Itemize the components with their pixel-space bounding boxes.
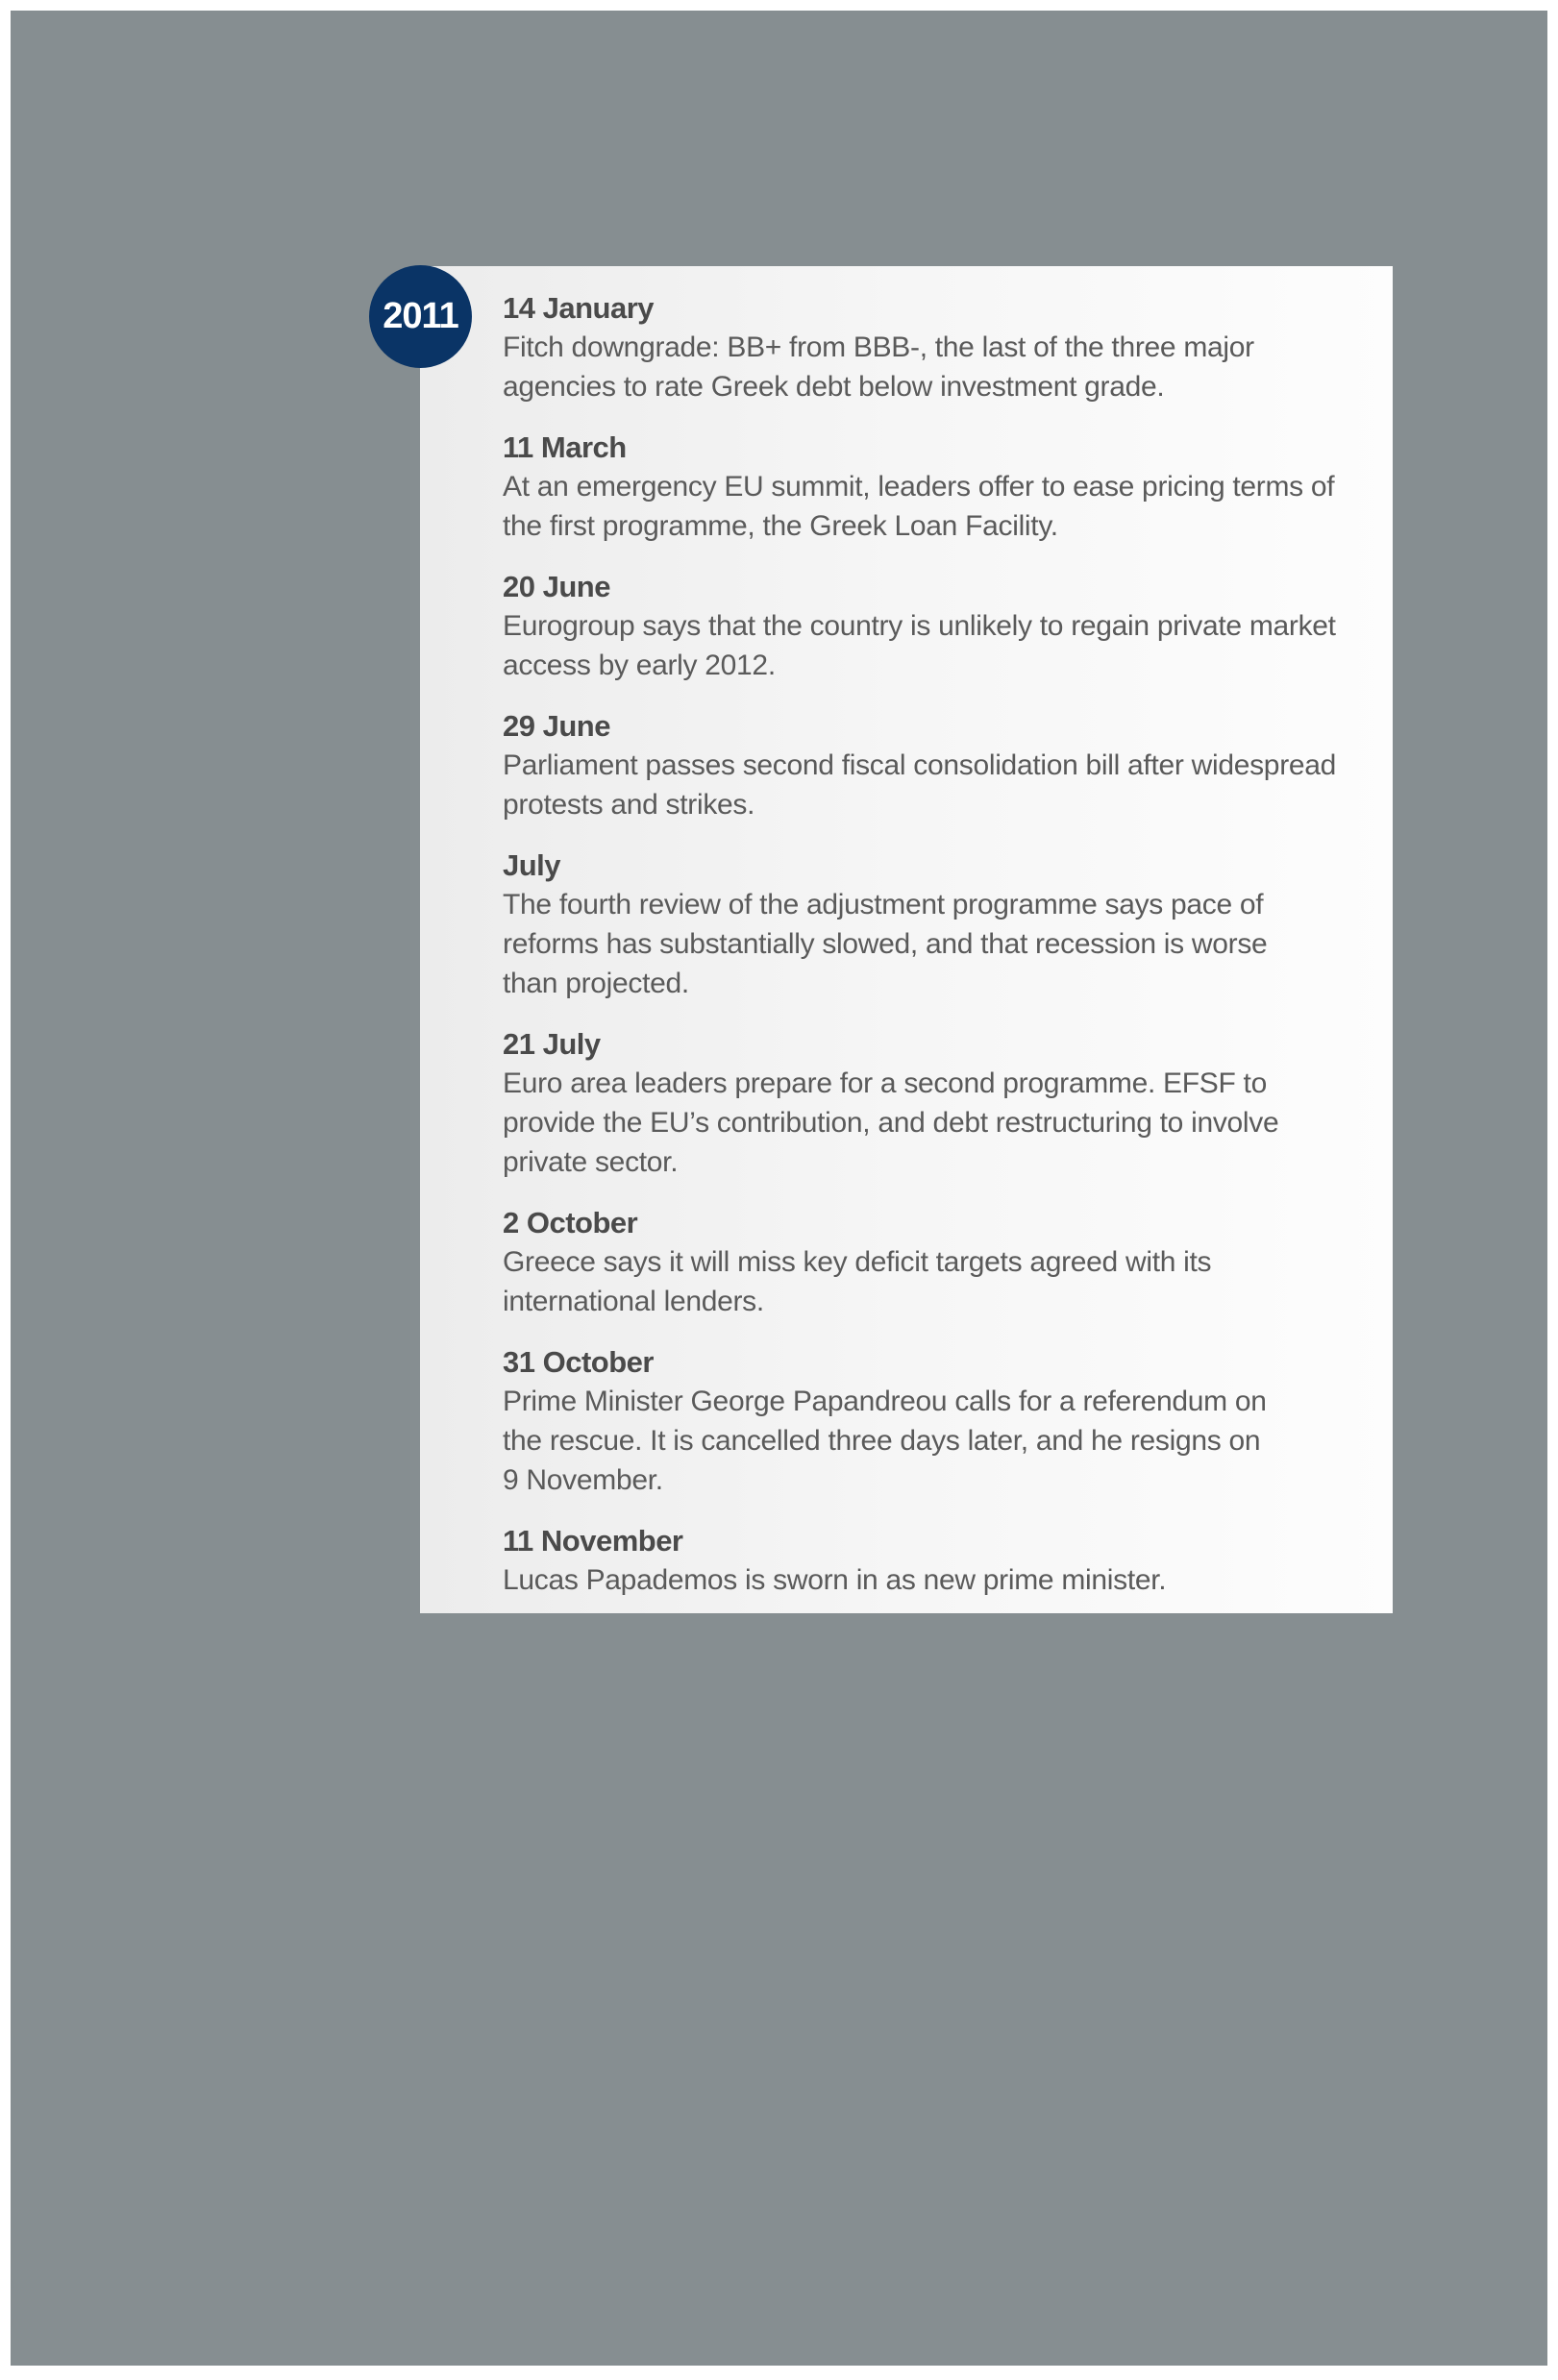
event-description: Greece says it will miss key deficit targets agreed with its international lenders. bbox=[503, 1246, 1212, 1317]
event-date: 20 June bbox=[503, 570, 610, 603]
event-date: 21 July bbox=[503, 1027, 601, 1061]
event-date: 31 October bbox=[503, 1345, 654, 1379]
event-date: 14 January bbox=[503, 291, 654, 325]
event-list bbox=[503, 288, 1368, 1621]
event-date: 11 November bbox=[503, 1524, 683, 1558]
event-item bbox=[503, 1521, 1368, 1600]
year-label: 2011 bbox=[383, 296, 458, 336]
event-item bbox=[503, 1024, 1368, 1182]
year-badge bbox=[369, 265, 472, 368]
event-date: 2 October bbox=[503, 1206, 638, 1239]
event-item bbox=[503, 1342, 1368, 1500]
event-description: The fourth review of the adjustment programme says pace of reforms has substantially slowed, and that recession is worse than projected. bbox=[503, 889, 1268, 999]
event-description: At an emergency EU summit, leaders offer to ease pricing terms of the first programme, the Greek Loan Facility. bbox=[503, 471, 1335, 542]
event-description: Eurogroup says that the country is unlikely to regain private market access by early 2012. bbox=[503, 610, 1336, 681]
event-item bbox=[503, 846, 1368, 1003]
event-date: 29 June bbox=[503, 709, 610, 743]
event-item bbox=[503, 1203, 1368, 1321]
event-date: July bbox=[503, 848, 561, 882]
event-description: Lucas Papademos is sworn in as new prime minister. bbox=[503, 1564, 1167, 1596]
event-description: Euro area leaders prepare for a second programme. EFSF to provide the EU’s contribution, and debt restructuring to involve private sector. bbox=[503, 1067, 1279, 1178]
event-item bbox=[503, 428, 1368, 546]
event-description: Parliament passes second fiscal consolidation bill after widespread protests and strikes. bbox=[503, 749, 1337, 821]
event-item bbox=[503, 567, 1368, 685]
event-item bbox=[503, 288, 1368, 406]
event-description: Fitch downgrade: BB+ from BBB-, the last of the three major agencies to rate Greek debt below investment grade. bbox=[503, 331, 1254, 403]
event-item bbox=[503, 706, 1368, 824]
event-date: 11 March bbox=[503, 430, 627, 464]
event-description: Prime Minister George Papandreou calls for a referendum on the rescue. It is cancelled three days later, and he resigns on 9 November. bbox=[503, 1386, 1267, 1496]
